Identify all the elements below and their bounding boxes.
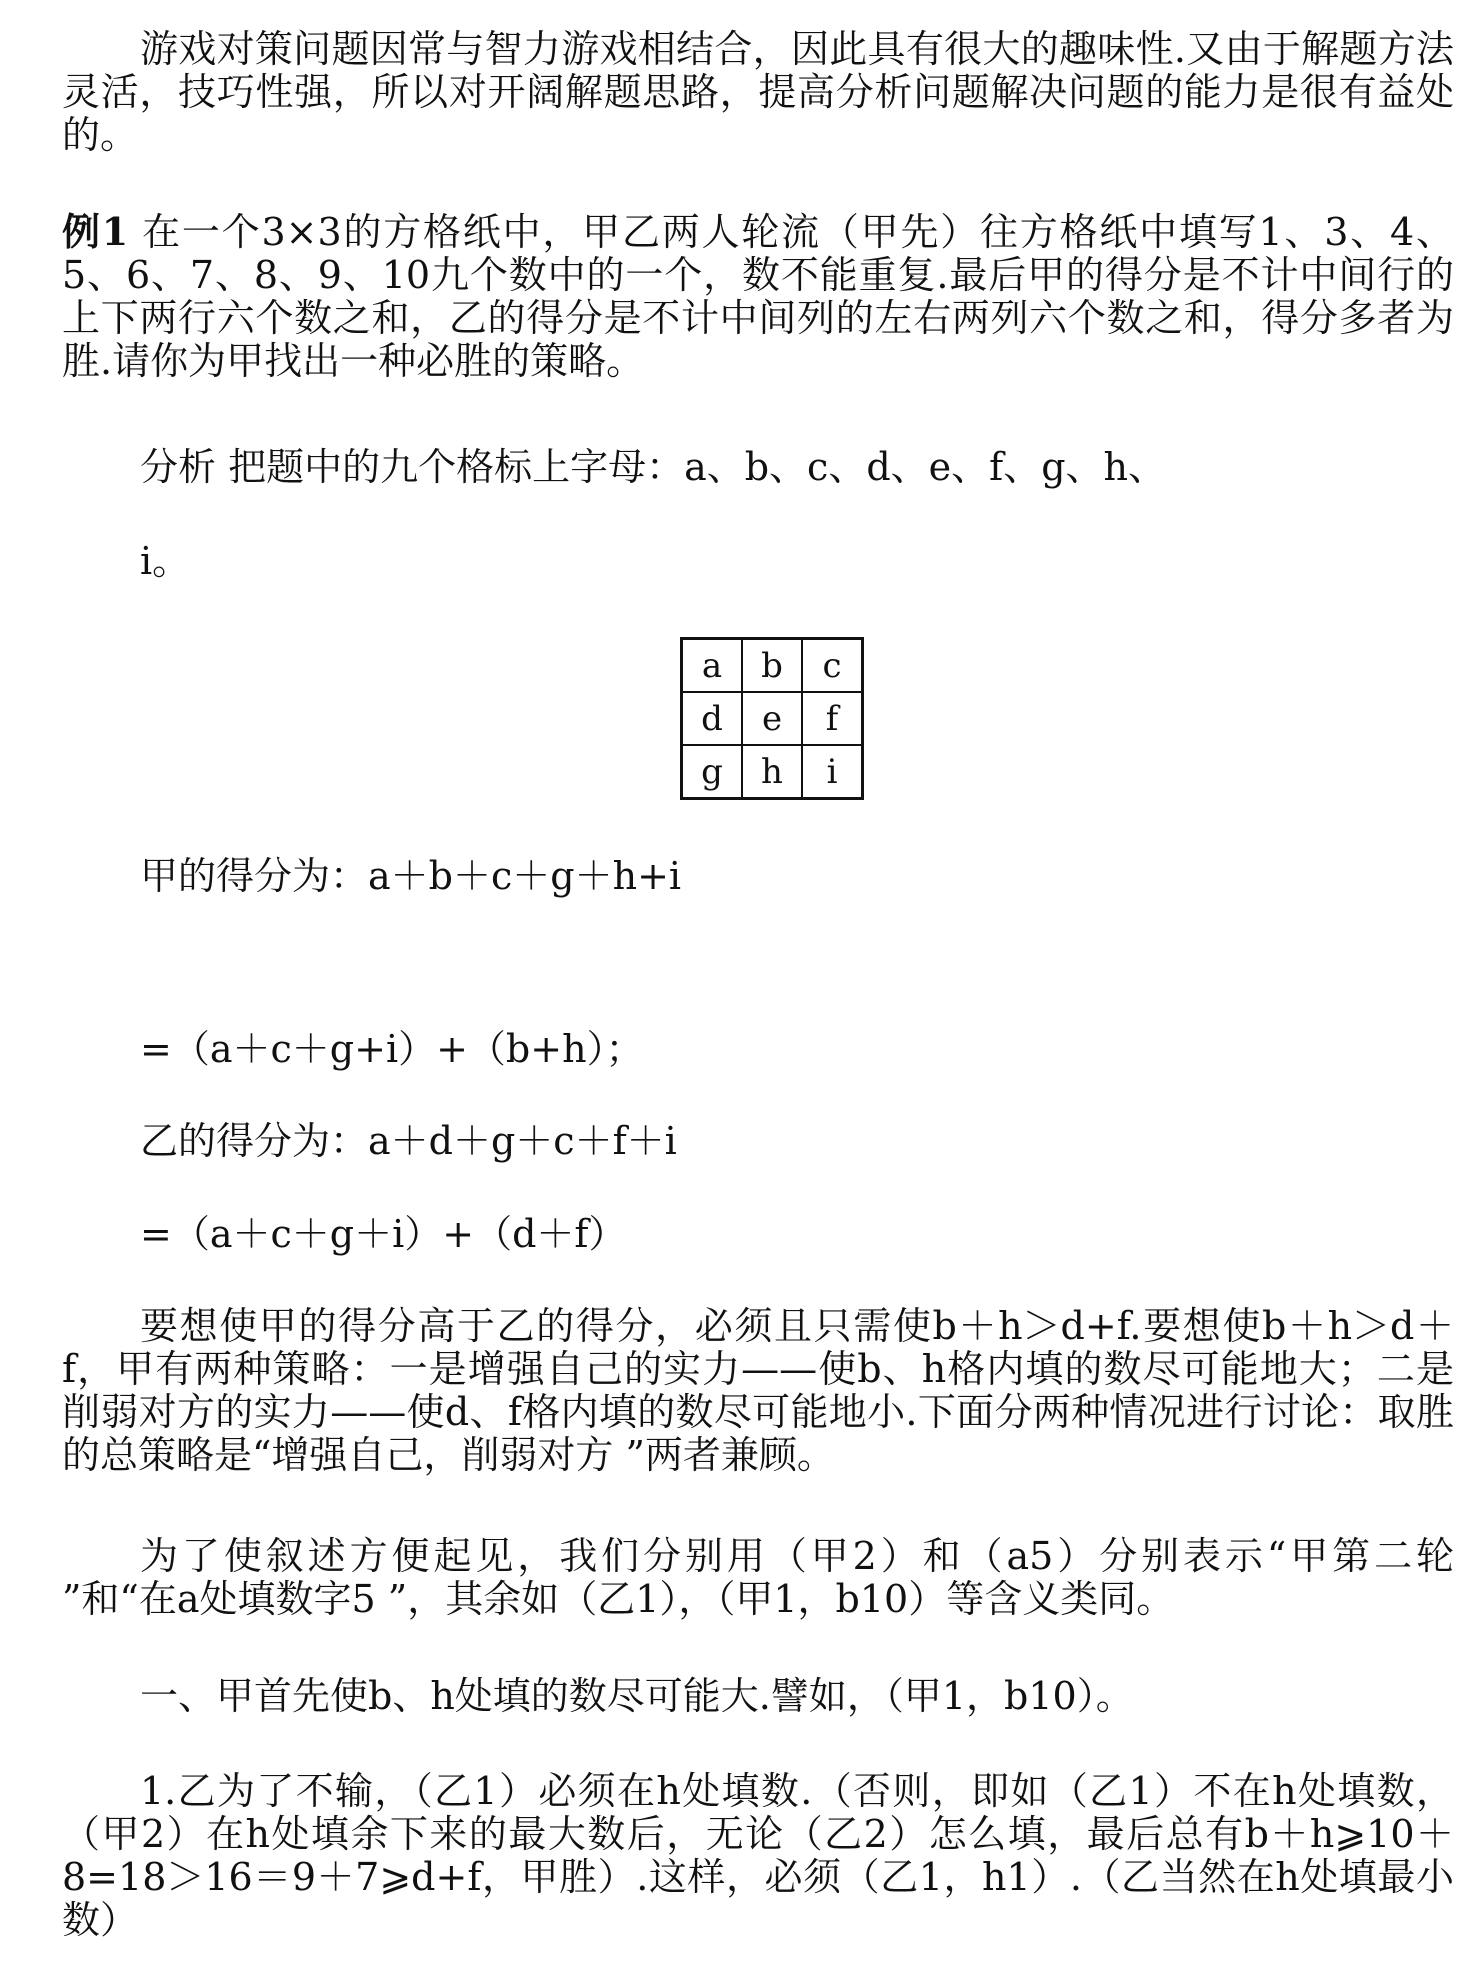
grid-cell-d: d	[682, 692, 743, 745]
case1-item1-paragraph: 1.乙为了不输，（乙1）必须在h处填数.（否则，即如（乙1）不在h处填数，（甲2）在h处填余下来的最大数后，无论（乙2）怎么填，最后总有b＋h⩾10＋8=18＞16＝9＋7⩾d+f，甲胜）.这样，必须（乙1，h1）.（乙当然在h处填最小数）	[62, 1769, 1454, 1942]
intro-paragraph: 游戏对策问题因常与智力游戏相结合，因此具有很大的趣味性.又由于解题方法灵活，技巧性强，所以对开阔解题思路，提高分析问题解决问题的能力是很有益处的。	[62, 27, 1454, 157]
grid-row-1	[682, 639, 863, 693]
example1-label: 例1	[62, 209, 129, 254]
formula-yi-expanded: =（a＋c＋g＋i）+（d＋f）	[140, 1212, 627, 1256]
strategy-paragraph: 要想使甲的得分高于乙的得分，必须且只需使b＋h＞d+f.要想使b＋h＞d＋f，甲有两种策略：一是增强自己的实力——使b、h格内填的数尽可能地大；二是削弱对方的实力——使d、f格内填的数尽可能地小.下面分两种情况进行讨论：取胜的总策略是“增强自己，削弱对方 ”两者兼顾。	[62, 1304, 1454, 1477]
grid-cell-a: a	[682, 639, 743, 693]
letter-grid	[680, 637, 864, 800]
analysis-line-1: 分析 把题中的九个格标上字母：a、b、c、d、e、f、g、h、	[140, 445, 1167, 489]
grid-cell-h: h	[742, 745, 802, 799]
case1-paragraph: 一、甲首先使b、h处填的数尽可能大.譬如，（甲1，b10）。	[140, 1674, 1134, 1718]
grid-cell-e: e	[742, 692, 802, 745]
grid-row-3	[682, 745, 863, 799]
formula-yi-score: 乙的得分为：a＋d＋g＋c＋f＋i	[140, 1119, 677, 1163]
analysis-line-2: i。	[140, 539, 191, 583]
example1-text: 在一个3×3的方格纸中，甲乙两人轮流（甲先）往方格纸中填写1、3、4、5、6、7、8、9、10九个数中的一个，数不能重复.最后甲的得分是不计中间行的上下两行六个数之和，乙的得分是不计中间列的左右两列六个数之和，得分多者为胜.请你为甲找出一种必胜的策略。	[62, 210, 1454, 383]
example1-paragraph	[62, 210, 1454, 383]
formula-jia-expanded: =（a＋c＋g+i）+（b+h）；	[140, 1027, 644, 1071]
formula-jia-score: 甲的得分为：a＋b＋c＋g＋h+i	[140, 854, 682, 898]
grid-cell-i: i	[802, 745, 863, 799]
grid-cell-b: b	[742, 639, 802, 693]
grid-cell-g: g	[682, 745, 743, 799]
grid-cell-c: c	[802, 639, 863, 693]
grid-row-2	[682, 692, 863, 745]
grid-cell-f: f	[802, 692, 863, 745]
notation-paragraph: 为了使叙述方便起见，我们分别用（甲2）和（a5）分别表示“甲第二轮 ”和“在a处填数字5 ”，其余如（乙1），（甲1，b10）等含义类同。	[62, 1534, 1454, 1621]
